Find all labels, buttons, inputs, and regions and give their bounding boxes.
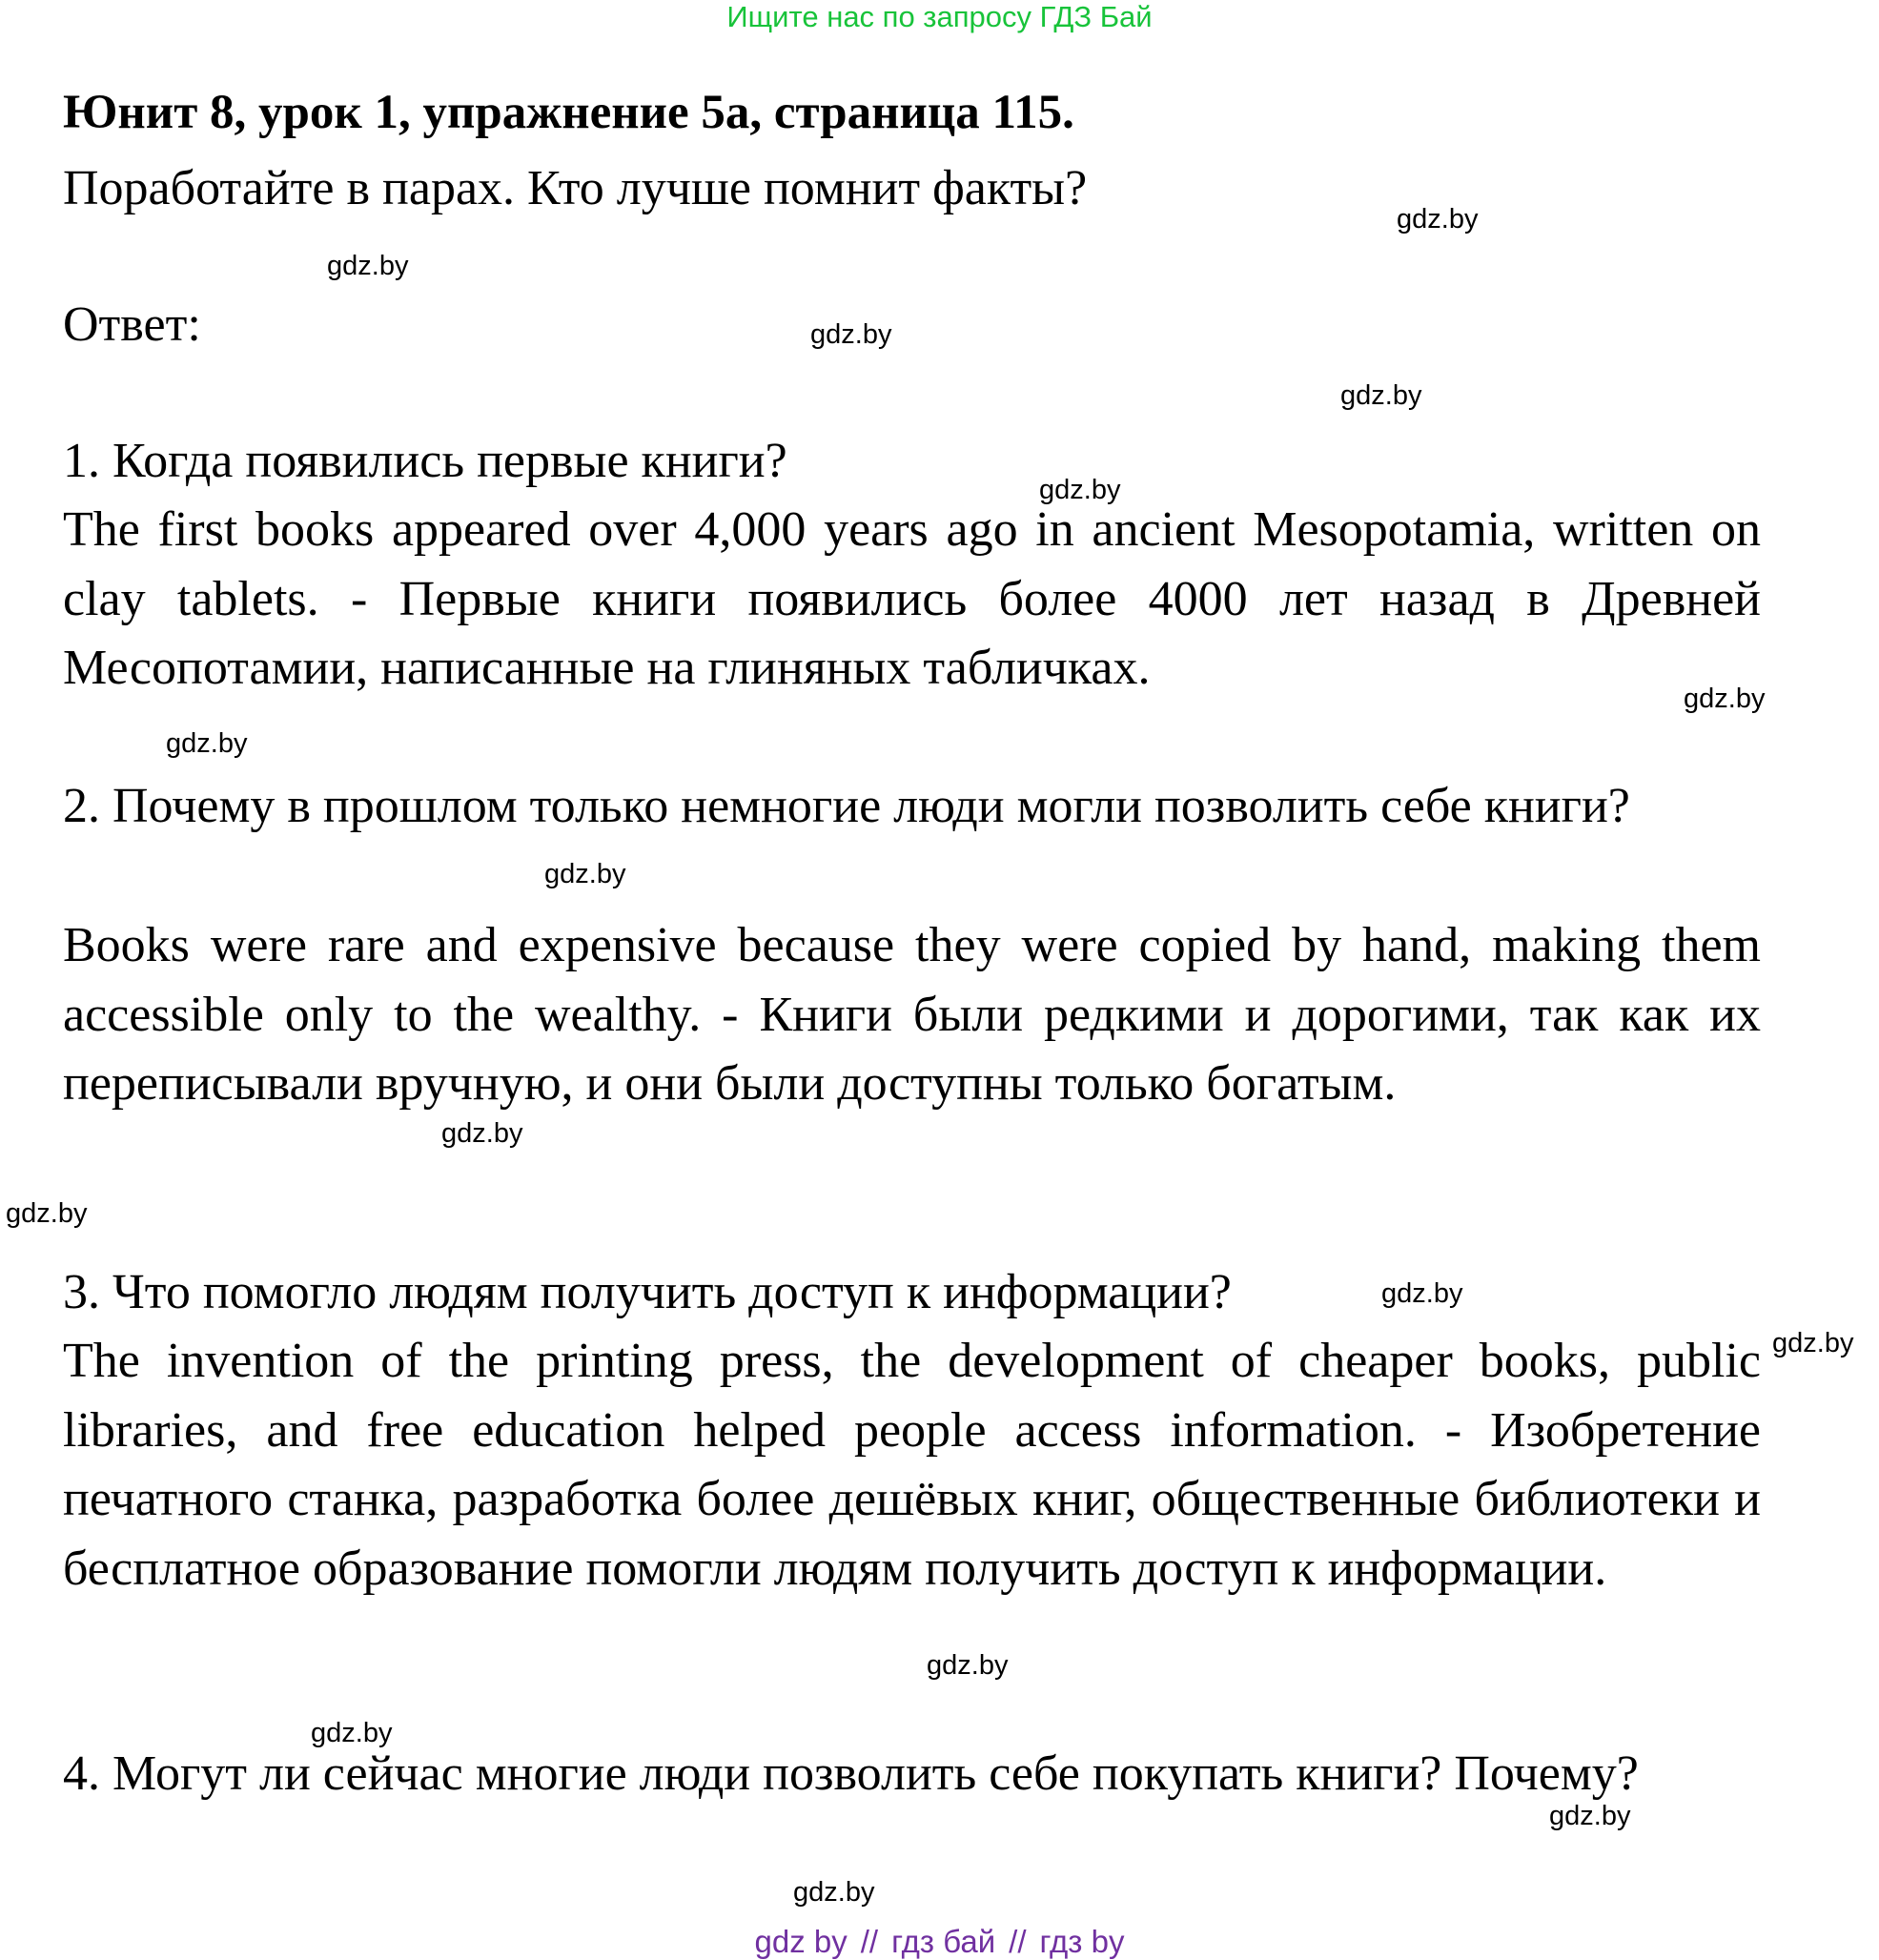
watermark: gdz.by bbox=[793, 1877, 875, 1908]
watermark: gdz.by bbox=[544, 859, 626, 889]
watermark: gdz.by bbox=[1397, 204, 1479, 235]
question-1: 1. Когда появились первые книги? bbox=[63, 434, 787, 488]
watermark: gdz.by bbox=[1684, 684, 1766, 714]
watermark: gdz.by bbox=[166, 728, 248, 759]
watermark: gdz.by bbox=[810, 319, 892, 350]
answer-2: Books were rare and expensive because they were copied by hand, making them accessible only to the wealthy. - Книги были редкими и дорогими, так как их переписывали вручную, и они были доступны только богатым. bbox=[63, 918, 1761, 1111]
watermark: gdz.by bbox=[6, 1198, 88, 1229]
footer-link-gdz-by-ru[interactable]: гдз by bbox=[1039, 1924, 1125, 1959]
task-text: Поработайте в парах. Кто лучше помнит факты? bbox=[63, 161, 1088, 215]
footer-separator: // bbox=[1009, 1924, 1027, 1959]
footer-separator: // bbox=[860, 1924, 879, 1959]
question-2: 2. Почему в прошлом только немногие люди могли позволить себе книги? bbox=[63, 779, 1630, 833]
watermark: gdz.by bbox=[1549, 1801, 1631, 1831]
question-4: 4. Могут ли сейчас многие люди позволить себе покупать книги? Почему? bbox=[63, 1746, 1639, 1801]
answer-label: Ответ: bbox=[63, 297, 201, 352]
watermark: gdz.by bbox=[1772, 1328, 1854, 1358]
answer-3: The invention of the printing press, the development of cheaper books, public libraries, and free education helped people access information. - Изобретение печатного станка, разработка более дешёвых книг, общественные библиотеки и бесплатное образование помогли людям получить доступ к информации. bbox=[63, 1334, 1761, 1596]
page-heading: Юнит 8, урок 1, упражнение 5а, страница 115. bbox=[63, 86, 1074, 139]
watermark: gdz.by bbox=[1039, 475, 1121, 505]
watermark: gdz.by bbox=[1340, 380, 1422, 411]
watermark: gdz.by bbox=[311, 1718, 393, 1748]
footer-link-gdz-bay[interactable]: гдз бай bbox=[891, 1924, 996, 1959]
answer-1: The first books appeared over 4,000 years ago in ancient Mesopotamia, written on clay tablets. - Первые книги появились более 4000 лет назад в Древней Месопотамии, написанные на глиняных табличках. bbox=[63, 502, 1761, 695]
watermark: gdz.by bbox=[327, 251, 409, 281]
footer-links bbox=[0, 1924, 1879, 1960]
promo-banner: Ищите нас по запросу ГДЗ Бай bbox=[726, 0, 1153, 33]
watermark: gdz.by bbox=[441, 1118, 523, 1149]
watermark: gdz.by bbox=[1381, 1278, 1463, 1309]
footer-link-gdz-by[interactable]: gdz by bbox=[754, 1924, 848, 1959]
question-3: 3. Что помогло людям получить доступ к информации? bbox=[63, 1265, 1232, 1319]
watermark: gdz.by bbox=[927, 1650, 1009, 1681]
